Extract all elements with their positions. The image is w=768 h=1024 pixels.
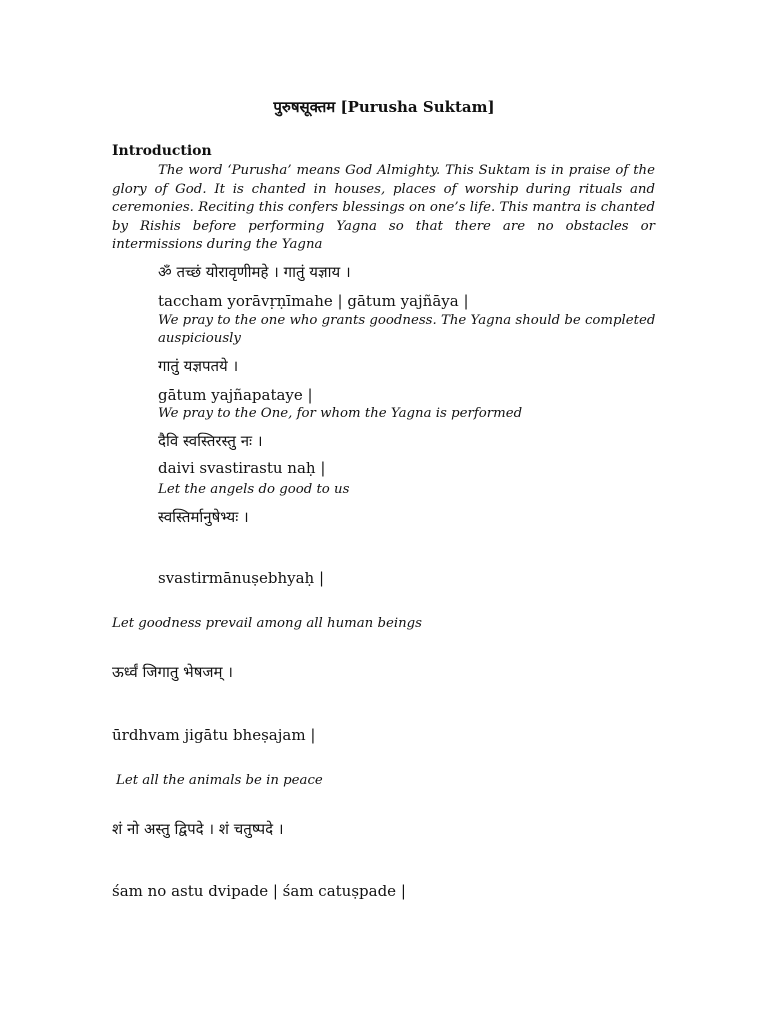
verse-2-meaning: We pray to the One, for whom the Yagna is performed [158,406,523,421]
verse-4-transliteration: svastirmānuṣebhyaḥ | [158,569,325,587]
verse-4-meaning: Let goodness prevail among all human beings [112,616,423,631]
verse-3-meaning: Let the angels do good to us [158,482,350,497]
verse-5-meaning: Let all the animals be in peace [116,773,323,788]
verse-6-devanagari: शं नो अस्तु द्विपदे । शं चतुष्पदे । [112,820,284,838]
section-heading: Introduction [112,143,212,159]
verse-4-devanagari: स्वस्तिर्मानुषेभ्यः । [158,508,249,526]
verse-2-transliteration: gātum yajñapataye | [158,386,313,404]
document-title: पुरुषसूक्तम [Purusha Suktam] [273,98,495,116]
intro-paragraph: The word ‘Purusha’ means God Almighty. This Suktam is in praise of the glory of God. It is chanted in houses, places of worship during rituals and ceremonies. Reciting this confers blessings on one’s life. This mantra is chanted by Rishis before performing Yagna so that there are no obstacles or intermissions during the Yagna [112,163,655,253]
verse-1-transliteration: taccham yorāvṛṇīmahe | gātum yajñāya | [158,292,469,310]
verse-5-transliteration: ūrdhvam jigātu bheṣajam | [112,726,316,744]
verse-2-devanagari: गातुं यज्ञपतये । [158,357,239,375]
verse-6-transliteration: śam no astu dvipade | śam catuṣpade | [112,882,406,900]
verse-3-devanagari: दैवि स्वस्तिरस्तु नः । [158,432,263,450]
verse-1-meaning: We pray to the one who grants goodness. The Yagna should be completed auspiciously [158,313,656,346]
verse-3-transliteration: daivi svastirastu naḥ | [158,459,326,477]
verse-5-devanagari: ऊर्ध्वं जिगातु भेषजम् । [112,663,233,681]
verse-1-devanagari: ॐ तच्छं योरावृणीमहे । गातुं यज्ञाय । [158,263,351,281]
